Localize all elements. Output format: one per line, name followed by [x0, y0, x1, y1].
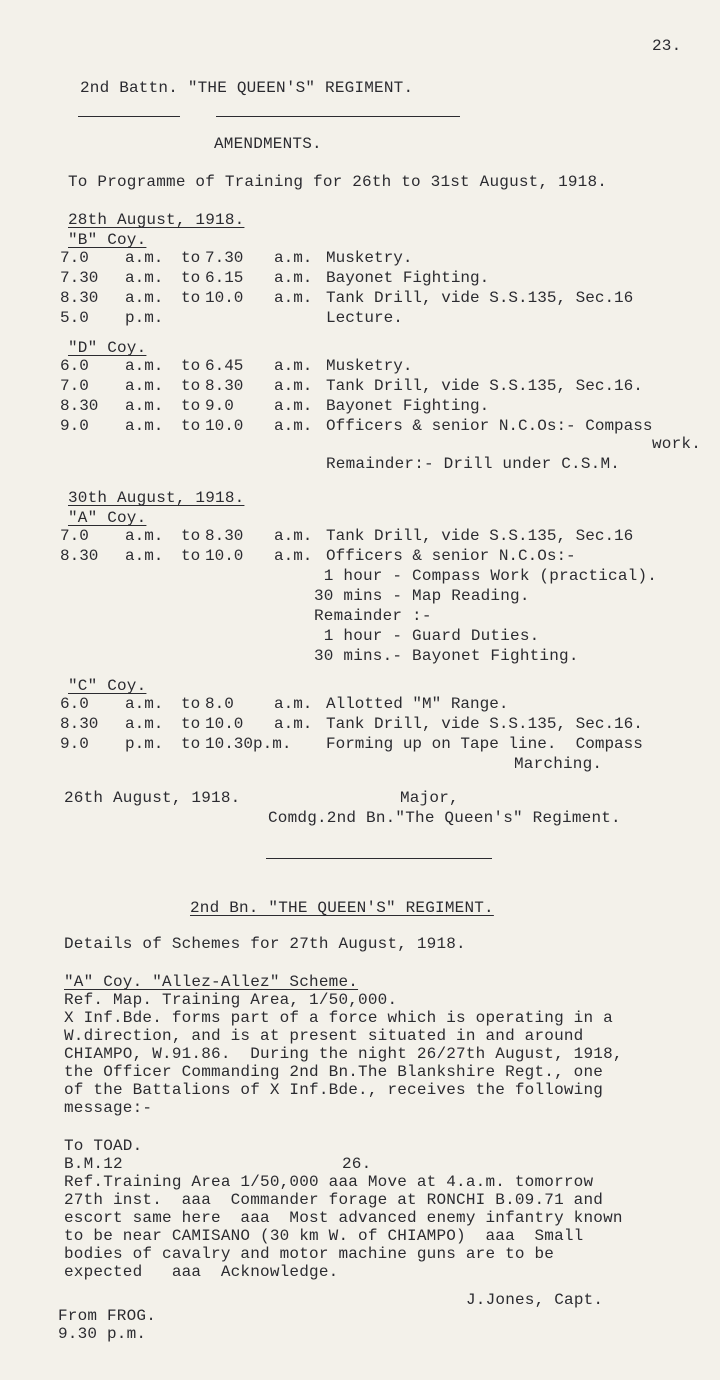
scheme-heading: "A" Coy. "Allez-Allez" Scheme. — [64, 973, 359, 991]
scheme-ref: Ref. Map. Training Area, 1/50,000. — [64, 991, 398, 1009]
coy-b-label: "B" Coy. — [68, 231, 147, 249]
scheme-paragraph-line: CHIAMPO, W.91.86. During the night 26/27th August, 1918, — [64, 1045, 623, 1063]
coy-d-label: "D" Coy. — [68, 339, 147, 357]
scheme-paragraph-line: message:- — [64, 1099, 153, 1117]
date-heading-28th: 28th August, 1918. — [68, 211, 245, 229]
coy-a-sub-item: 1 hour - Compass Work (practical). — [314, 567, 658, 585]
message-line: to be near CAMISANO (30 km W. of CHIAMPO) aaa Small — [64, 1227, 584, 1245]
coy-d-remainder: Remainder:- Drill under C.S.M. — [326, 455, 621, 473]
coy-a-sub-item: 30 mins - Map Reading. — [314, 587, 530, 605]
message-line: bodies of cavalry and motor machine guns are to be — [64, 1245, 555, 1263]
coy-a-sub-item: 1 hour - Guard Duties. — [314, 627, 540, 645]
schemes-title: 2nd Bn. "THE QUEEN'S" REGIMENT. — [190, 899, 494, 917]
coy-d-continuation: work. — [652, 435, 702, 453]
message-bm: B.M.12 — [64, 1155, 123, 1173]
scheme-paragraph-line: W.direction, and is at present situated in and around — [64, 1027, 584, 1045]
scheme-paragraph-line: X Inf.Bde. forms part of a force which is operating in a — [64, 1009, 613, 1027]
coy-c-continuation: Marching. — [514, 755, 603, 773]
signoff-unit: Comdg.2nd Bn."The Queen's" Regiment. — [268, 809, 621, 827]
scheme-paragraph-line: of the Battalions of X Inf.Bde., receives the following — [64, 1081, 604, 1099]
amendments-heading: AMENDMENTS. — [214, 135, 322, 153]
message-line: escort same here aaa Most advanced enemy infantry known — [64, 1209, 623, 1227]
signoff-date: 26th August, 1918. — [64, 789, 241, 807]
scheme-paragraph-line: the Officer Commanding 2nd Bn.The Blankshire Regt., one — [64, 1063, 604, 1081]
message-time: 9.30 p.m. — [58, 1325, 147, 1343]
title-rule-left — [78, 116, 180, 117]
coy-a-sub-item: 30 mins.- Bayonet Fighting. — [314, 647, 579, 665]
message-line: expected aaa Acknowledge. — [64, 1263, 339, 1281]
date-heading-30th: 30th August, 1918. — [68, 489, 245, 507]
message-signature: J.Jones, Capt. — [466, 1291, 604, 1309]
coy-a-sub-item: Remainder :- — [314, 607, 432, 625]
document-page: 23. 2nd Battn. "THE QUEEN'S" REGIMENT. AMENDMENTS. To Programme of Training for 26th to 31st August, 1918. 28th August, 1918. "B" Coy. 7.0 a.m. to 7.30 a.m. Musketry. 7.30 a.m. to 6.15 a.m. Bayonet Fighting. 8.30 a.m. to 10.0 a.m. Tank Drill, vide S.S.135, Sec.16 5.0 p.m. Lecture. "D" Coy. 6.0 a.m. to 6.45 a.m. Musketry. 7.0 a.m. to 8.30 a.m. Tank Drill, vide S.S.135, Sec.16. 8.30 a.m. to 9.0 a.m. Bayonet Fighting. 9.0 a.m. to 10.0 a.m. Officers & senior N.C.Os:- Compass work. Remainder:- Drill under C.S.M. 30th August, 1918. "A" Coy. 7.0 a.m. to 8.30 a.m. Tank Drill, vide S.S.135, Sec.16 8.30 a.m. to 10.0 a.m. Officers & senior N.C.Os:- 1 hour - Compass Work (practical). 30 mins - Map Reading. Remainder :- 1 hour - Guard Duties. 30 mins.- Bayonet Fighting. "C" Coy. 6.0 a.m. to 8.0 a.m. Allotted "M" Range. 8.30 a.m. to 10.0 a.m. Tank Drill, vide S.S.135, Sec.16. 9.0 p.m. to 10.30p.m. Forming up on Tape line. Compass Marching. 26th August, 1918. Major, Comdg.2nd Bn."The Queen's" Regiment. 2nd Bn. "THE QUEEN'S" REGIMENT. Details of Schemes for 27th August, 1918. "A" Coy. "Allez-Allez" Scheme. Ref. Map. Training Area, 1/50,000. X Inf.Bde. forms part of a force which is operating in a W.direction, and is at present situated in and around CHIAMPO, W.91.86. During the night 26/27th August, 1918, the Officer Commanding 2nd Bn.The Blankshire Regt., one of the Battalions of X Inf.Bde., receives the following message:- To TOAD. B.M.12 26. Ref.Training Area 1/50,000 aaa Move at 4.a.m. tomorrow 27th inst. aaa Commander forage at RONCHI B.09.71 and escort same here aaa Most advanced enemy infantry known to be near CAMISANO (30 km W. of CHIAMPO) aaa Small bodies of cavalry and motor machine guns are to be expected aaa Acknowledge. J.Jones, Capt. From FROG. 9.30 p.m. — [58, 37, 702, 1343]
section-divider — [266, 858, 492, 859]
programme-intro: To Programme of Training for 26th to 31st August, 1918. — [68, 173, 608, 191]
message-line: Ref.Training Area 1/50,000 aaa Move at 4.a.m. tomorrow — [64, 1173, 594, 1191]
title-rule-right — [216, 116, 460, 117]
message-line: 27th inst. aaa Commander forage at RONCHI B.09.71 and — [64, 1191, 604, 1209]
message-from: From FROG. — [58, 1307, 157, 1325]
message-to: To TOAD. — [64, 1137, 143, 1155]
regiment-title: 2nd Battn. "THE QUEEN'S" REGIMENT. — [80, 79, 414, 97]
schemes-intro: Details of Schemes for 27th August, 1918. — [64, 935, 466, 953]
message-bm-number: 26. — [342, 1155, 372, 1173]
page-number: 23. — [652, 37, 682, 55]
coy-c-label: "C" Coy. — [68, 677, 147, 695]
signoff-rank: Major, — [400, 789, 459, 807]
coy-a-label: "A" Coy. — [68, 509, 147, 527]
